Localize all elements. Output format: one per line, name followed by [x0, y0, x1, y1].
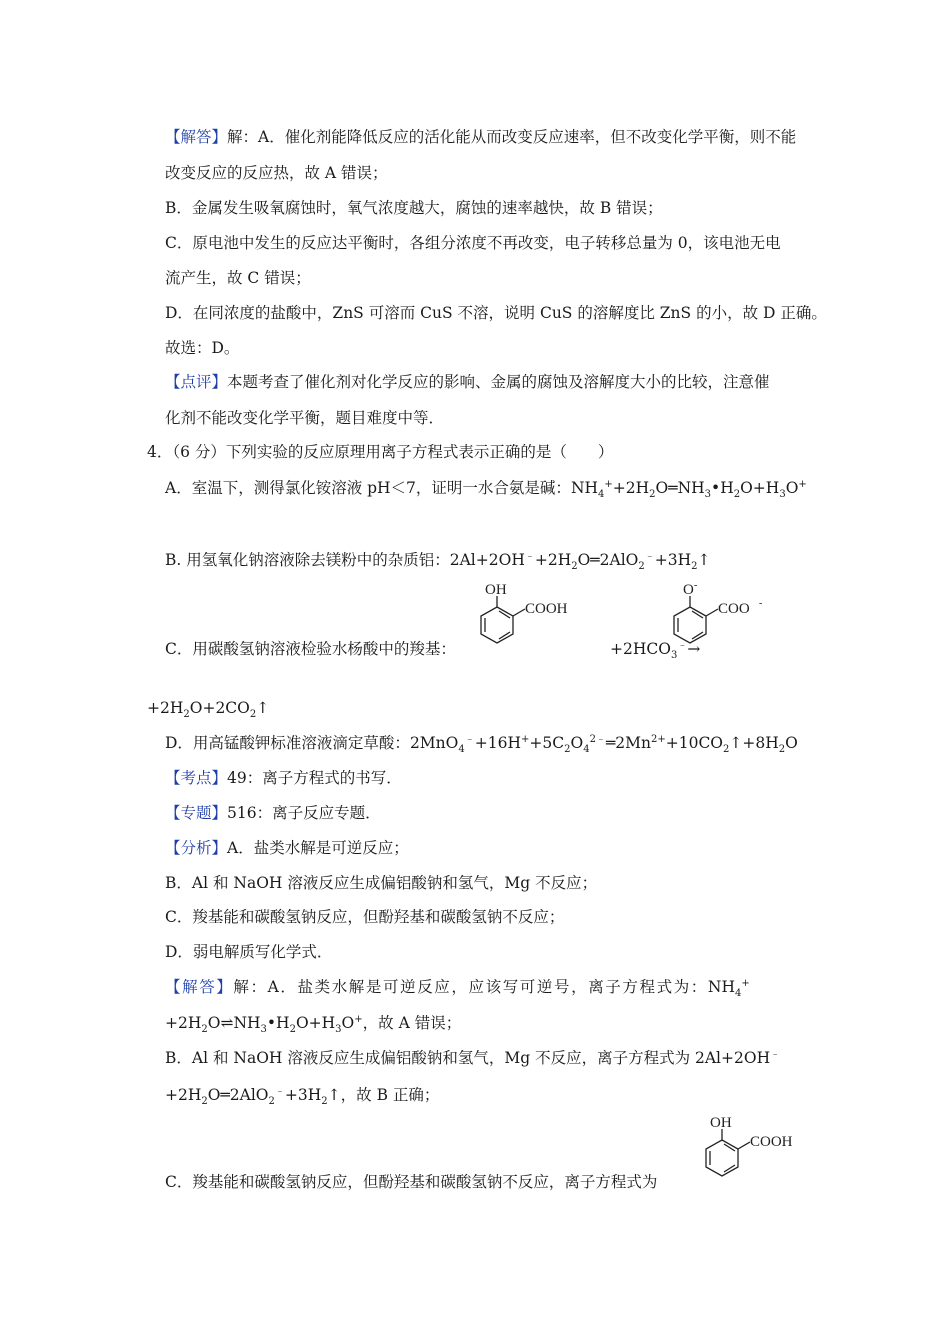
option-a-text: A．室温下，测得氯化铵溶液 pH＜7，证明一水合氨是碱： — [165, 479, 571, 497]
zhuanti-tag: 【专题】 — [165, 804, 228, 822]
jieda-a-text: 解：A．盐类水解是可逆反应，应该写可逆号，离子方程式为： — [233, 978, 708, 996]
q3-answer-line-4: C．原电池中发生的反应达平衡时，各组分浓度不再改变，电子转移总量为 0，该电池无电 — [165, 234, 781, 252]
svg-text:-: - — [694, 582, 698, 591]
salicylic-acid-structure-answer — [700, 1115, 815, 1185]
comment-tag: 【点评】 — [165, 373, 228, 391]
option-d-text: D．用高锰酸钾标准溶液滴定草酸： — [165, 734, 410, 752]
q3-answer-line-7: 故选：D。 — [165, 339, 240, 357]
zhuanti-line — [165, 802, 381, 824]
mol-oh-label-2: OH — [710, 1115, 732, 1131]
jieda-b-tail: ，故 B 正确； — [340, 1086, 440, 1104]
fenxi-d-line: D．弱电解质写化学式． — [165, 943, 333, 961]
mol-coo-label: COO — [718, 601, 750, 617]
q3-answer-line-1 — [165, 126, 796, 148]
fenxi-a-text: A．盐类水解是可逆反应； — [227, 839, 409, 857]
option-c-tail: $+2H_2O+2CO_2↑$ — [147, 699, 270, 721]
jieda-b-text: B．Al 和 NaOH 溶液反应生成偏铝酸钠和氢气，Mg 不反应，离子方程式为 — [165, 1049, 695, 1067]
option-c-mid: +2HCO — [610, 640, 671, 658]
salicylic-acid-structure — [475, 582, 590, 652]
jieda-line-1: 【解答】解：A．盐类水解是可逆反应，应该写可逆号，离子方程式为：$NH_4^+$ — [165, 977, 750, 1000]
fenxi-tag: 【分析】 — [165, 839, 228, 857]
zhuanti-text: 516：离子反应专题． — [227, 804, 381, 822]
mol-cooh-label-2: COOH — [750, 1134, 793, 1150]
q3-comment-line-1 — [165, 371, 770, 393]
kaodian-tag: 【考点】 — [165, 769, 228, 787]
q3-answer-line-2: 改变反应的反应热，故 A 错误； — [165, 164, 388, 182]
fenxi-c-line: C．羧基能和碳酸氢钠反应，但酚羟基和碳酸氢钠不反应； — [165, 908, 565, 926]
jieda-tag: 【解答】 — [165, 978, 234, 996]
salicylate-structure — [668, 582, 778, 652]
option-b-text: B. 用氢氧化钠溶液除去镁粉中的杂质铝： — [165, 551, 450, 569]
kaodian-line — [165, 767, 402, 789]
q4-option-b — [165, 549, 710, 571]
answer-tag: 【解答】 — [165, 128, 228, 146]
q3-comment-line-2: 化剂不能改变化学平衡，题目难度中等． — [165, 409, 445, 427]
option-d-equation: $2MnO_4^﹣+16H^++5C_2O_4^{2﹣}═2Mn^{2+}+10CO_2↑+8H_2O$ — [409, 733, 798, 756]
jieda-line-5: C．羧基能和碳酸氢钠反应，但酚羟基和碳酸氢钠不反应，离子方程式为 — [165, 1173, 658, 1191]
jieda-line-3: B．Al 和 NaOH 溶液反应生成偏铝酸钠和氢气，Mg 不反应，离子方程式为 2Al+2OH﹣ — [165, 1048, 781, 1067]
jieda-line-4 — [165, 1084, 439, 1106]
q3-comment-text-1: 本题考查了催化剂对化学反应的影响、金属的腐蚀及溶解度大小的比较，注意催 — [227, 373, 770, 391]
mol-oh-label: OH — [485, 582, 507, 598]
jieda-b-equation: $+2H_2O═2AlO_2^﹣+3H_2↑$ — [165, 1085, 341, 1108]
q3-answer-line-3: B．金属发生吸氧腐蚀时，氧气浓度越大，腐蚀的速率越快，故 B 错误； — [165, 199, 663, 217]
kaodian-text: 49：离子方程式的书写． — [227, 769, 402, 787]
fenxi-line — [165, 837, 409, 859]
q3-answer-line-5: 流产生，故 C 错误； — [165, 269, 311, 287]
option-c-reagent: $+2HCO_3^﹣\to$ — [610, 639, 701, 662]
jieda-a-tail: ，故 A 错误； — [362, 1014, 462, 1032]
mol-o-label: O — [683, 582, 694, 598]
mol-cooh-label: COOH — [525, 601, 568, 617]
q4-option-a — [165, 477, 807, 499]
q4-stem: 4．（6 分）下列实验的反应原理用离子方程式表示正确的是（ ） — [147, 443, 614, 461]
q4-option-c: C．用碳酸氢钠溶液检验水杨酸中的羧基： — [165, 640, 456, 658]
option-c-tail-text: +2H — [147, 699, 184, 717]
q3-answer-text-1: 解：A．催化剂能降低反应的活化能从而改变反应速率，但不改变化学平衡，则不能 — [227, 128, 797, 146]
svg-text:-: - — [759, 598, 763, 609]
jieda-line-2 — [165, 1012, 461, 1034]
fenxi-b-line: B．Al 和 NaOH 溶液反应生成偏铝酸钠和氢气，Mg 不反应； — [165, 874, 598, 892]
option-b-equation: $2Al+2OH^﹣+2H_2O═2AlO_2^﹣+3H_2↑$ — [449, 550, 711, 573]
q3-answer-line-6: D．在同浓度的盐酸中，ZnS 可溶而 CuS 不溶，说明 CuS 的溶解度比 ZnS 的小，故 D 正确。 — [165, 304, 827, 322]
q4-option-d — [165, 732, 798, 754]
jieda-a-equation: $+2H_2O\rightleftharpoons NH_3•H_2O+H_3O^+$ — [165, 1013, 363, 1036]
option-a-equation: $NH_4^++2H_2O═NH_3•H_2O+H_3O^+$ — [570, 478, 807, 501]
